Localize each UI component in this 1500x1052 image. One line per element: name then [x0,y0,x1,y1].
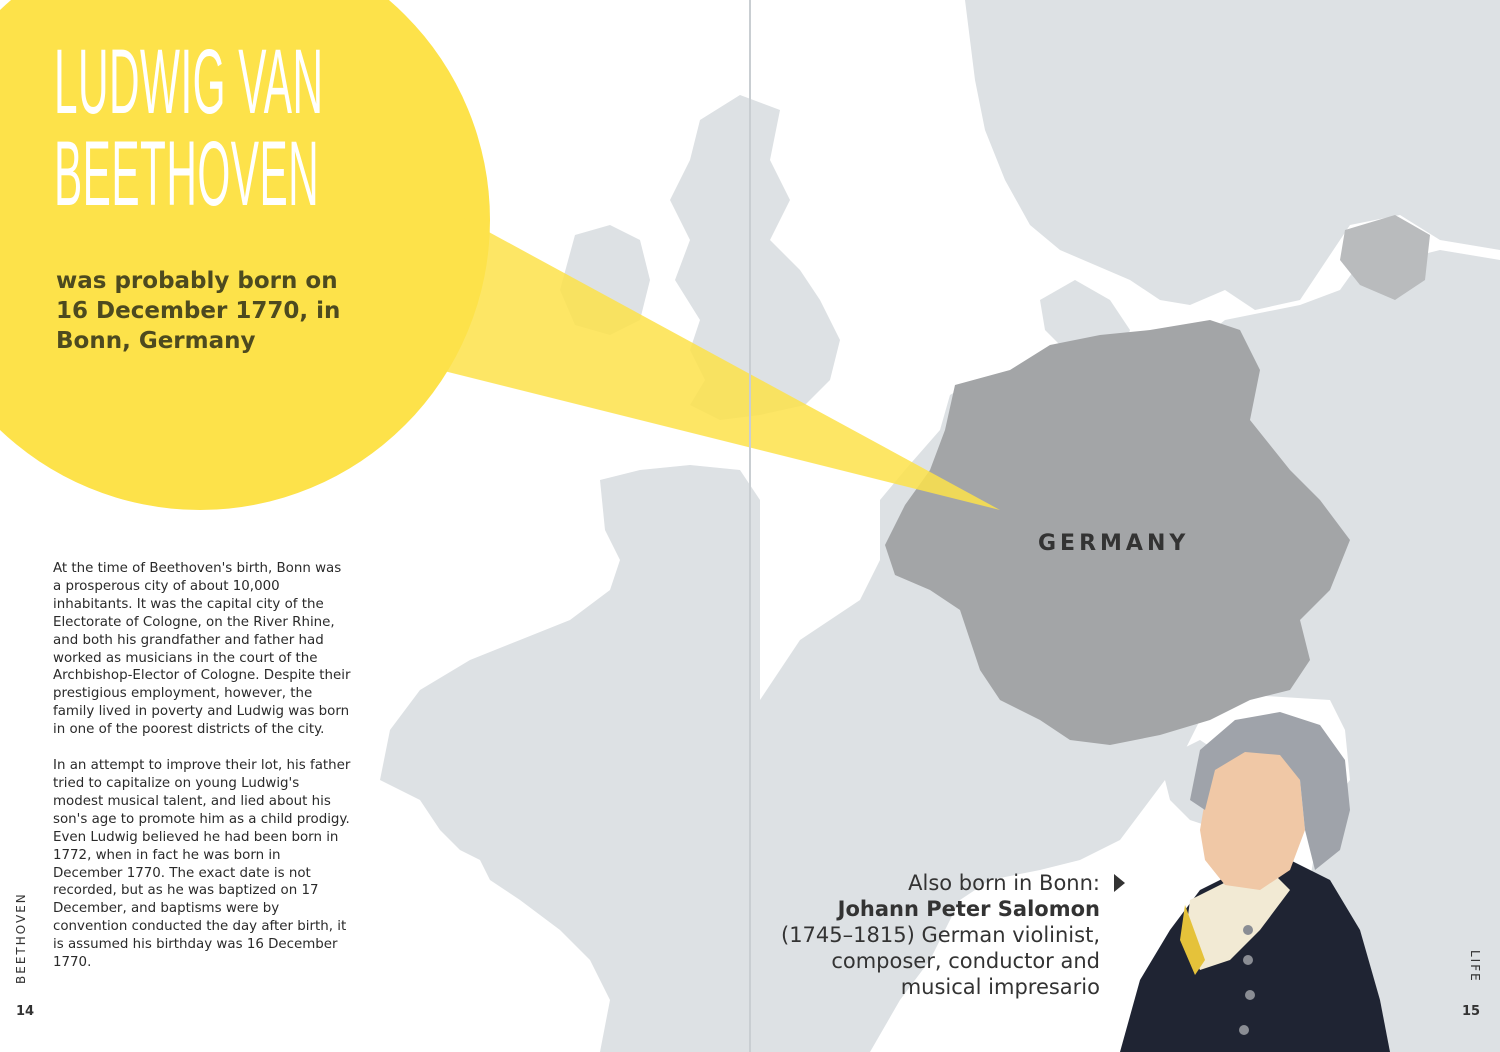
triangle-right-icon [1114,874,1125,892]
page-number-right: 15 [1462,1004,1481,1019]
caption-detail-1: (1745–1815) German violinist, [781,923,1100,947]
body-paragraph-2: In an attempt to improve their lot, his father tried to capitalize on young Ludwig's modest musical talent, and lied about his son's age to promote him as a child prodigy. Even Ludwig believed he had been born in 1772, when in fact he was born in December 1770. The exact date is not recorded, but as he was baptized on 17 December, and baptisms were by convention conducted the day after birth, it is assumed his birthday was 16 December 1770. [53,758,351,971]
portrait-caption [760,870,1100,1000]
subtitle: was probably born on 16 December 1770, in Bonn, Germany [56,268,341,354]
body-paragraph-1: At the time of Beethoven's birth, Bonn was a prosperous city of about 10,000 inhabitants. It was the capital city of the Electorate of Cologne, on the River Rhine, and both his grandfather and father had worked as musicians in the court of the Archbishop-Elector of Cologne. Despite their prestigious employment, however, the family lived in poverty and Ludwig was born in one of the poorest districts of the city. [53,561,351,738]
caption-intro: Also born in Bonn: [908,871,1100,895]
caption-detail-3: musical impresario [900,975,1100,999]
caption-name: Johann Peter Salomon [837,897,1100,921]
page-title [54,31,324,225]
map-label-germany: GERMANY [1038,531,1190,556]
body-text [53,560,353,990]
page-number-left: 14 [16,1004,35,1019]
running-head-left: BEETHOVEN [14,892,28,984]
caption-detail-2: composer, conductor and [831,949,1100,973]
title-line-1: LUDWIG VAN [54,31,324,133]
title-line-2: BEETHOVEN [54,123,320,225]
running-head-right: LIFE [1468,950,1482,983]
